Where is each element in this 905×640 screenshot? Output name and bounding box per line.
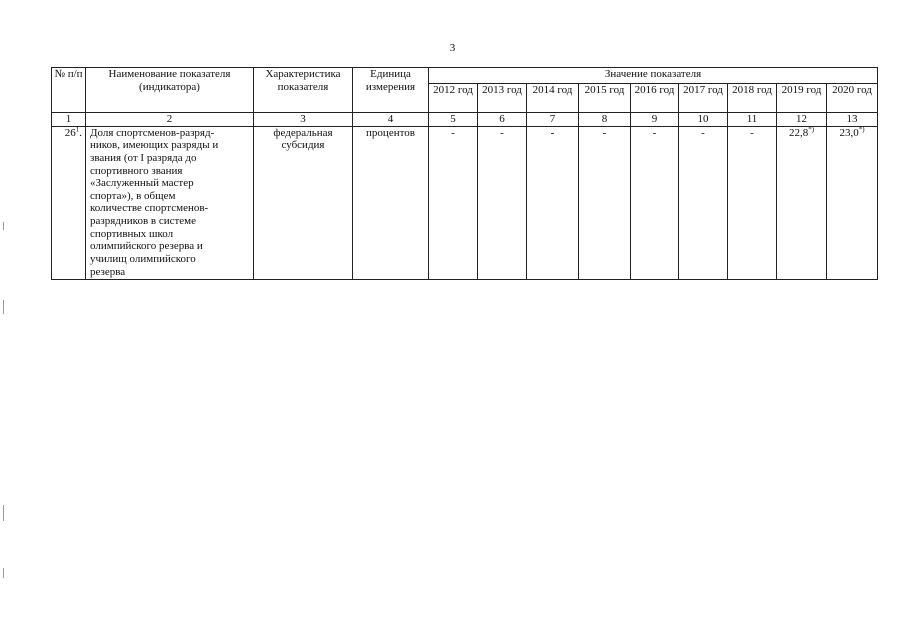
header-year-2012: 2012 год <box>429 84 478 113</box>
row-value-2016 <box>631 126 679 280</box>
indicator-table-container <box>51 67 877 280</box>
row-value-2015 <box>579 126 631 280</box>
value-text: - <box>550 126 555 139</box>
row-value-2019 <box>777 126 827 280</box>
value-footnote-mark: *) <box>808 124 815 133</box>
table-row <box>52 126 878 280</box>
column-number: 12 <box>777 113 827 127</box>
value-text: - <box>750 126 754 139</box>
scan-margin-mark <box>3 505 4 521</box>
row-name-line: спортивного звания <box>90 164 183 177</box>
page-number: 3 <box>449 42 456 54</box>
header-year-2014: 2014 год <box>527 84 579 113</box>
row-num-cell <box>52 126 86 280</box>
header-year-2015: 2015 год <box>579 84 631 113</box>
row-name-cell <box>86 126 254 280</box>
row-name-line: количестве спортсменов- <box>90 202 209 215</box>
column-numbers-row <box>52 113 878 127</box>
header-name: Наименование показателя (индикатора) <box>86 68 254 113</box>
value-footnote-mark: *) <box>858 124 865 133</box>
column-number: 6 <box>478 113 527 127</box>
column-number: 3 <box>254 113 353 127</box>
column-number: 2 <box>86 113 254 127</box>
indicator-table <box>51 67 878 280</box>
row-name-line: олимпийского резерва и <box>90 240 203 253</box>
row-value-2017 <box>679 126 728 280</box>
value-text: 23,0 <box>839 126 859 139</box>
scan-margin-mark <box>3 222 4 230</box>
row-num: 26 <box>64 126 76 139</box>
row-name-line: разрядников в системе <box>90 215 197 228</box>
value-text: - <box>602 126 607 139</box>
row-value-2014 <box>527 126 579 280</box>
row-num-sup: 1 <box>75 124 80 133</box>
row-value-2020 <box>827 126 878 280</box>
row-name-line: училищ олимпийского <box>90 253 196 266</box>
value-text: - <box>652 126 657 139</box>
header-year-2020: 2020 год <box>827 84 878 113</box>
scan-margin-mark <box>3 300 4 314</box>
header-num: № п/п <box>52 68 86 113</box>
row-name-line: звания (от I разряда до <box>90 151 197 164</box>
header-year-2016: 2016 год <box>631 84 679 113</box>
column-number: 13 <box>827 113 878 127</box>
row-value-2012 <box>429 126 478 280</box>
row-name-line: Доля спортсменов-разряд- <box>90 126 215 139</box>
row-value-2013 <box>478 126 527 280</box>
row-name-line: ников, имеющих разряды и <box>90 139 219 152</box>
column-number: 5 <box>429 113 478 127</box>
header-year-2018: 2018 год <box>728 84 777 113</box>
column-number: 10 <box>679 113 728 127</box>
header-unit: Единица измерения <box>353 68 429 113</box>
scan-margin-mark <box>3 568 4 578</box>
column-number: 1 <box>52 113 86 127</box>
row-num-suffix: . <box>79 126 82 139</box>
header-year-2017: 2017 год <box>679 84 728 113</box>
row-unit: процентов <box>353 126 429 280</box>
row-name-line: резерва <box>90 265 126 278</box>
header-year-2019: 2019 год <box>777 84 827 113</box>
row-name-line: спортивных школ <box>90 227 174 240</box>
header-characteristic: Характеристика показателя <box>254 68 353 113</box>
column-number: 4 <box>353 113 429 127</box>
column-number: 8 <box>579 113 631 127</box>
row-name-line: спорта»), в общем <box>90 189 176 202</box>
value-text: 22,8 <box>788 126 809 139</box>
header-year-2013: 2013 год <box>478 84 527 113</box>
row-value-2018 <box>728 126 777 280</box>
header-value: Значение показателя <box>429 68 878 84</box>
column-number: 9 <box>631 113 679 127</box>
value-text: - <box>451 126 455 139</box>
row-characteristic: федеральная субсидия <box>254 126 353 280</box>
column-number: 11 <box>728 113 777 127</box>
value-text: - <box>701 126 705 139</box>
row-name-line: «Заслуженный мастер <box>90 177 194 190</box>
value-text: - <box>500 126 504 139</box>
column-number: 7 <box>527 113 579 127</box>
